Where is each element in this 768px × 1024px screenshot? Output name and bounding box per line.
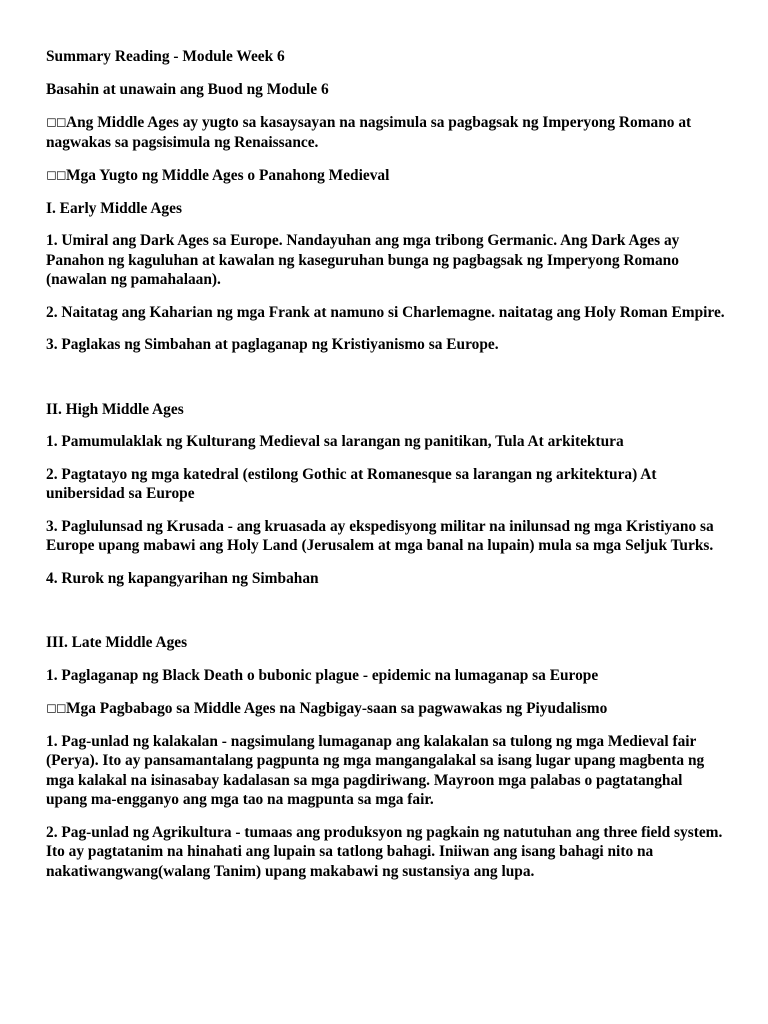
high-item: 1. Pamumulaklak ng Kulturang Medieval sa larangan ng panitikan, Tula At arkitektura: [46, 433, 624, 450]
late-middle-ages-heading: III. Late Middle Ages: [46, 634, 188, 651]
early-middle-ages-heading: I. Early Middle Ages: [46, 199, 182, 217]
missing-glyph-icon: ◻◻: [46, 114, 66, 129]
stages-heading-text: Mga Yugto ng Middle Ages o Panahong Medieval: [66, 167, 390, 184]
changes-item: 2. Pag-unlad ng Agrikultura - tumaas ang produksyon ng pagkain ng natutuhan ang three field system. Ito ay pagtatanim na hinahati ang lupain sa tatlong bahagi. Iniiwan ang isang bahagi nito na nakatiwangwang(walang Tanim) upang makabawi ng sustansiya ang lupa.: [46, 823, 723, 880]
high-middle-ages-heading: II. High Middle Ages: [46, 400, 184, 418]
missing-glyph-icon: ◻◻: [46, 167, 66, 182]
stages-heading: [46, 165, 726, 186]
intro-text: Ang Middle Ages ay yugto sa kasaysayan na nagsimula sa pagbagsak ng Imperyong Romano at nagwakas sa pagsisimula ng Renaissance.: [46, 114, 692, 151]
high-item: 3. Paglulunsad ng Krusada - ang kruasada ay ekspedisyong militar na inilunsad ng mga Kristiyano sa Europe upang mabawi ang Holy Land (Jerusalem at mga banal na lupain) mula sa mga Seljuk Turks.: [46, 517, 714, 554]
changes-item: 1. Pag-unlad ng kalakalan - nagsimulang lumaganap ang kalakalan sa tulong ng mga Medieval fair (Perya). Ito ay pansamantalang pagpunta ng mga mangangalakal sa isang lugar upang magbenta ng mga kalakal na isinasabay kadalasan sa mga pagdiriwang. Mayroon mga palabas o pagtatanghal upang ma-engganyo ang mga tao na magpunta sa mga fair.: [46, 732, 705, 808]
early-item: 3. Paglakas ng Simbahan at paglaganap ng Kristiyanismo sa Europe.: [46, 336, 499, 353]
late-item: 1. Paglaganap ng Black Death o bubonic plague - epidemic na lumaganap sa Europe: [46, 666, 599, 684]
changes-heading-text: Mga Pagbabago sa Middle Ages na Nagbigay-saan sa pagwawakas ng Piyudalismo: [66, 700, 608, 717]
document-title: Summary Reading - Module Week 6: [46, 48, 285, 65]
missing-glyph-icon: ◻◻: [46, 700, 66, 715]
early-item: 1. Umiral ang Dark Ages sa Europe. Nandayuhan ang mga tribong Germanic. Ang Dark Ages ay Panahon ng kaguluhan at kawalan ng kaseguruhan bunga ng pagbagsak ng Imperyong Romano (nawalan ng pamahalaan).: [46, 232, 680, 288]
document-subtitle: Basahin at unawain ang Buod ng Module 6: [46, 80, 329, 98]
early-item: 2. Naitatag ang Kaharian ng mga Frank at namuno si Charlemagne. naitatag ang Holy Roman Empire.: [46, 303, 725, 321]
document-page: [46, 47, 726, 894]
changes-heading: [46, 698, 726, 719]
intro-paragraph: [46, 112, 726, 152]
high-item: 4. Rurok ng kapangyarihan ng Simbahan: [46, 569, 319, 587]
high-item: 2. Pagtatayo ng mga katedral (estilong Gothic at Romanesque sa larangan ng arkitektura) At unibersidad sa Europe: [46, 465, 657, 502]
